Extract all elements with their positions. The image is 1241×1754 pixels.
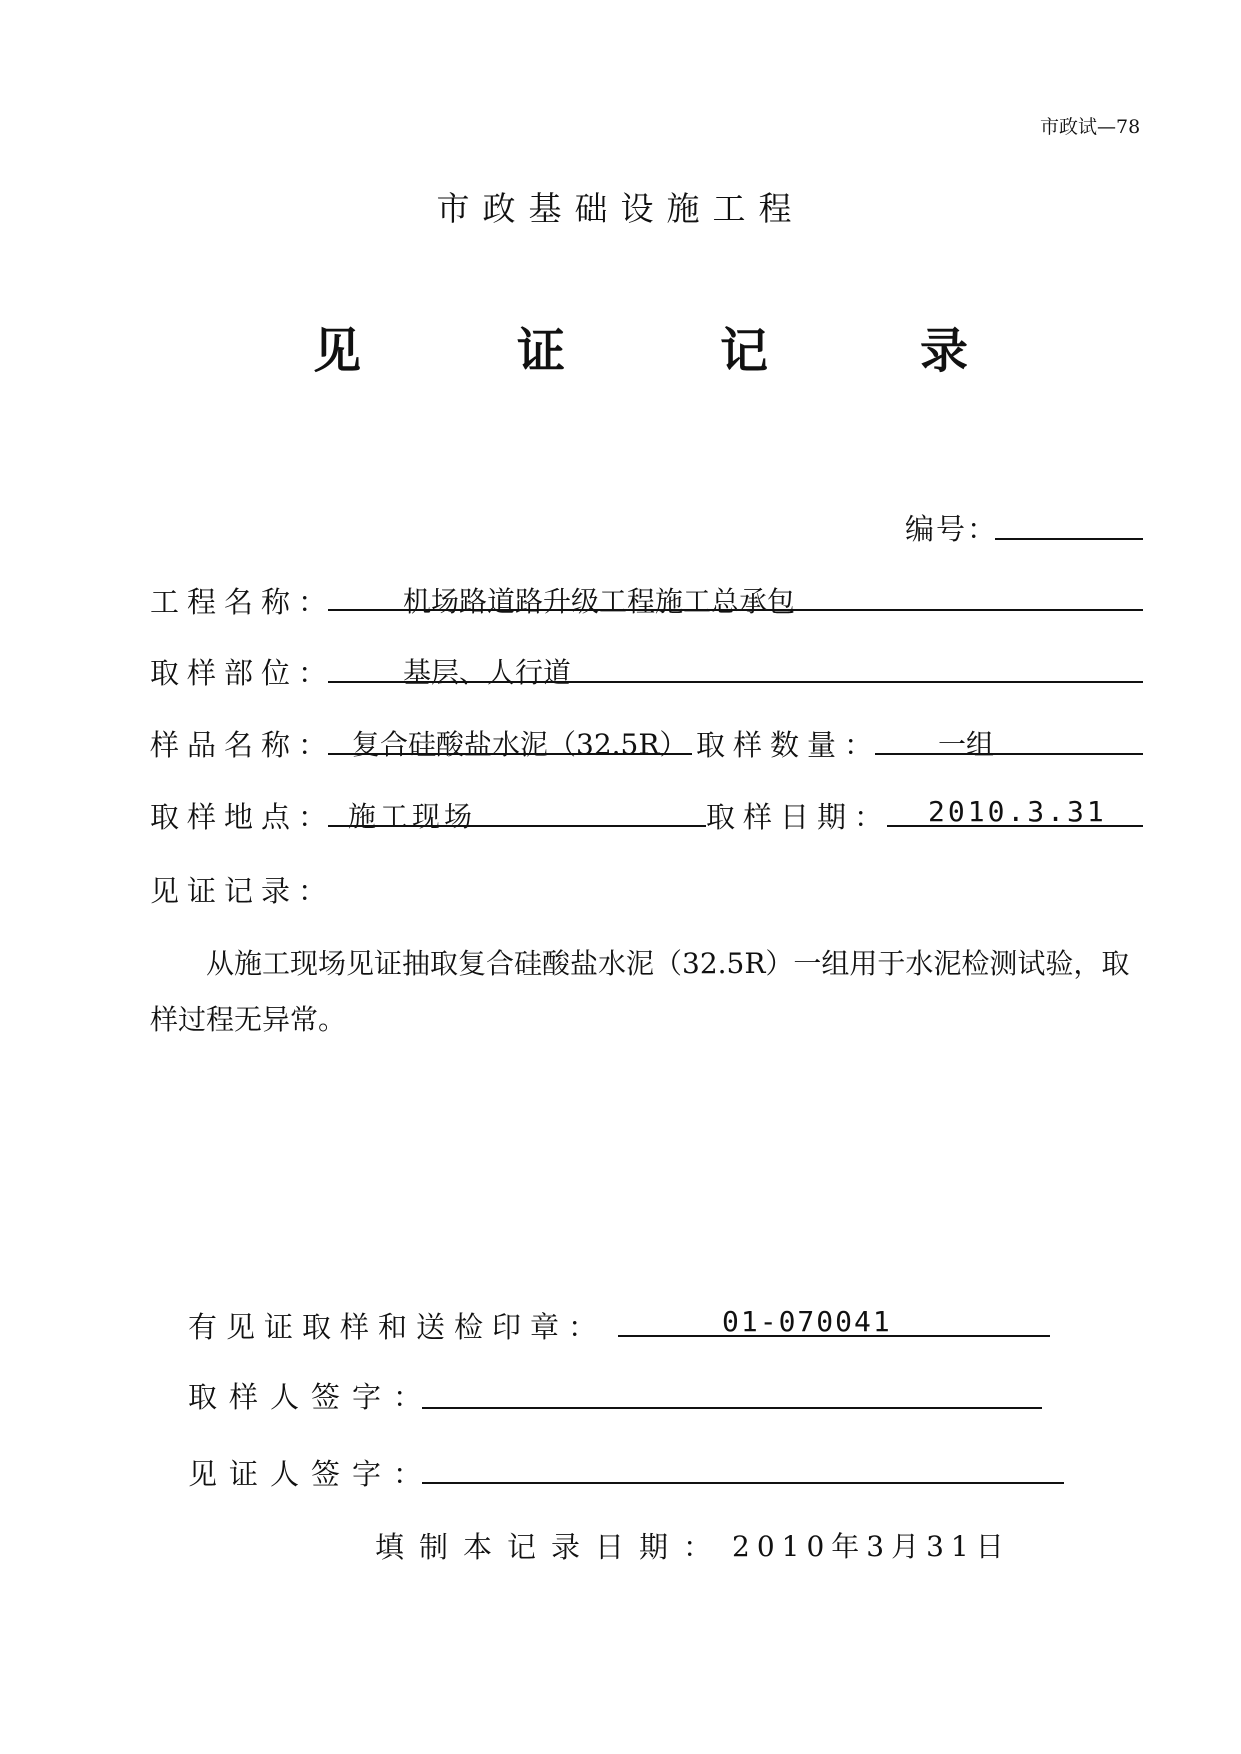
seal-label: 有见证取样和送检印章： bbox=[188, 1310, 607, 1344]
title-char-1: 见 bbox=[313, 323, 362, 379]
serial-label: 编号： bbox=[905, 512, 999, 546]
form-code: 市政试—78 bbox=[1040, 116, 1141, 138]
sampling-date-value: 2010.3.31 bbox=[928, 795, 1107, 828]
sampling-place-value: 施工现场 bbox=[348, 800, 477, 833]
serial-field[interactable] bbox=[995, 538, 1143, 540]
witness-signature-field[interactable] bbox=[422, 1482, 1064, 1484]
sampling-part-underline bbox=[328, 681, 1143, 683]
sampling-place-underline bbox=[328, 825, 706, 827]
title-char-4: 录 bbox=[920, 323, 969, 379]
project-name-underline bbox=[328, 609, 1143, 611]
sampling-date-label: 取样日期： bbox=[706, 800, 892, 834]
project-name-label: 工程名称： bbox=[150, 585, 336, 619]
witness-signature-label: 见证人签字： bbox=[188, 1457, 435, 1491]
title-char-2: 证 bbox=[517, 323, 566, 379]
sample-qty-underline bbox=[875, 753, 1143, 755]
sample-name-label: 样品名称： bbox=[150, 728, 336, 762]
fill-date-value: 2010年3月31日 bbox=[732, 1530, 1011, 1563]
sampling-part-value: 基层、人行道 bbox=[403, 656, 572, 689]
sample-name-underline bbox=[328, 753, 692, 755]
sampling-date-underline bbox=[887, 825, 1143, 827]
fill-date-label: 填制本记录日期： bbox=[375, 1530, 728, 1564]
sampling-place-label: 取样地点： bbox=[150, 800, 336, 834]
title-char-3: 记 bbox=[720, 323, 769, 379]
sampler-signature-field[interactable] bbox=[422, 1407, 1042, 1409]
record-text: 从施工现场见证抽取复合硅酸盐水泥（32.5R）一组用于水泥检测试验，取样过程无异常。 bbox=[150, 947, 1130, 1036]
record-label: 见证记录： bbox=[150, 874, 336, 908]
sample-qty-label: 取样数量： bbox=[696, 728, 882, 762]
document-subtitle: 市政基础设施工程 bbox=[436, 189, 805, 228]
sample-qty-value: 一组 bbox=[938, 728, 995, 761]
seal-underline bbox=[618, 1335, 1050, 1337]
sampler-signature-label: 取样人签字： bbox=[188, 1380, 435, 1414]
sampling-part-label: 取样部位： bbox=[150, 656, 336, 690]
sample-name-value: 复合硅酸盐水泥（32.5R） bbox=[352, 728, 688, 761]
project-name-value: 机场路道路升级工程施工总承包 bbox=[403, 585, 796, 618]
seal-value: 01-070041 bbox=[722, 1305, 892, 1338]
